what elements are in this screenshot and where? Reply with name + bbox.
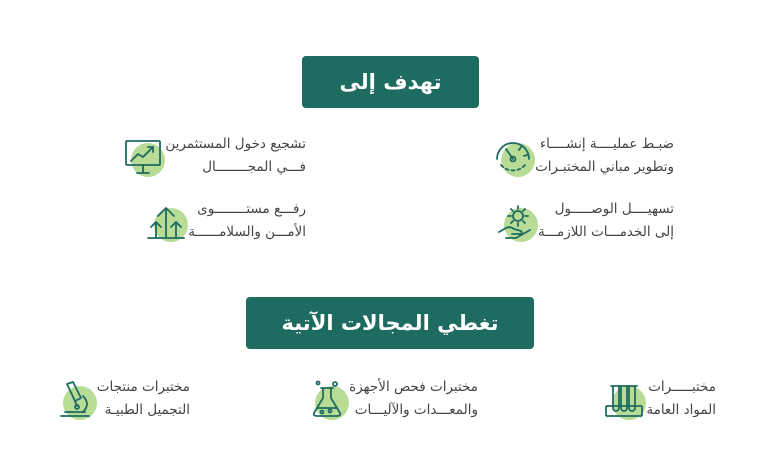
goal-text: تشجيع دخول المستثمرين فـــي المجــــــــال bbox=[165, 136, 306, 175]
section-title: تغطي المجالات الآتية bbox=[281, 311, 499, 335]
goal-text: ضبـط عمليــــة إنشــــاء وتطوير مباني المختبـرات bbox=[535, 136, 674, 175]
microscope-icon bbox=[51, 376, 97, 422]
section-title-banner-fields bbox=[246, 297, 534, 349]
field-text: مختبـــــرات المواد العامة bbox=[646, 379, 716, 418]
gauge-speed-icon bbox=[489, 133, 535, 179]
goal-item-investors bbox=[119, 133, 316, 179]
section-title-banner-goals bbox=[302, 56, 479, 108]
goal-item-safety bbox=[142, 198, 316, 244]
field-text: مختبرات منتجات التجميل الطبيـة bbox=[96, 379, 190, 418]
rising-arrows-icon bbox=[142, 198, 188, 244]
test-tubes-rack-icon bbox=[600, 376, 646, 422]
growth-chart-presentation-icon bbox=[119, 133, 165, 179]
field-item-cosmetics bbox=[51, 376, 200, 422]
section-title: تهدف إلى bbox=[339, 70, 442, 94]
field-text: مختبرات فحص الأجهزة والمعـــدات والآليـــات bbox=[349, 379, 478, 418]
goal-text: رفـــع مستــــــــوى الأمـــن والسلامــــــة bbox=[188, 201, 306, 240]
goal-item-construction bbox=[489, 133, 684, 179]
goal-item-access bbox=[492, 198, 684, 244]
field-item-general-materials bbox=[600, 376, 726, 422]
chemistry-flask-icon bbox=[303, 376, 349, 422]
goal-text: تسهيــــل الوصـــــول إلى الخدمـــات اللازمـــة bbox=[537, 201, 674, 240]
hand-gear-service-icon bbox=[492, 198, 538, 244]
field-item-equipment bbox=[303, 376, 488, 422]
